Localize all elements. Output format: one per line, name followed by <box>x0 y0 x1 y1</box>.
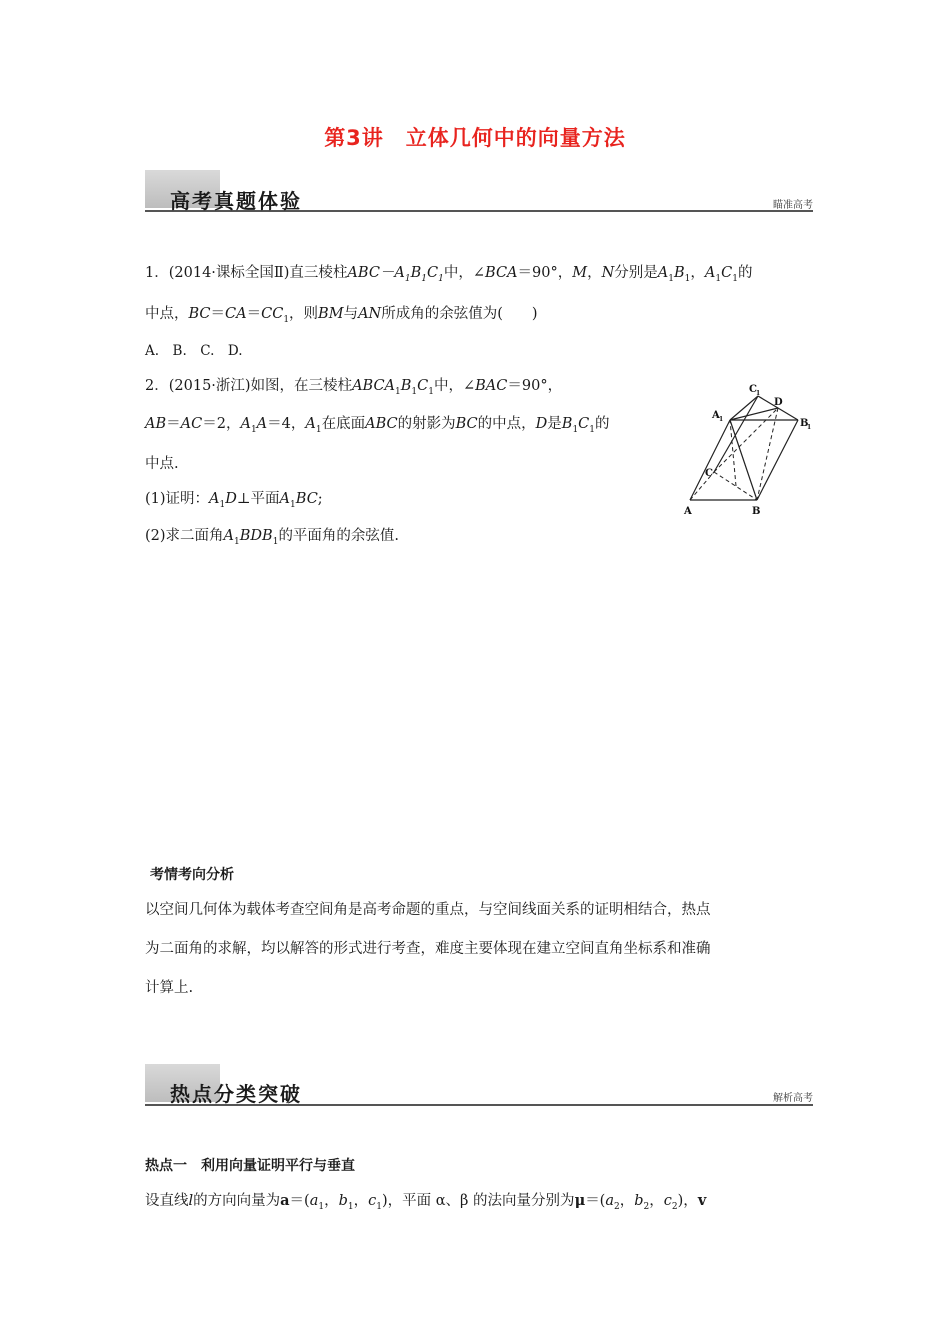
hot1-heading: 热点一 利用向量证明平行与垂直 <box>145 1158 355 1174</box>
analysis-heading: 考情考向分析 <box>150 867 234 883</box>
section-title-2: 热点分类突破 <box>170 1082 302 1106</box>
svg-text:1: 1 <box>756 390 761 397</box>
label-D: D <box>774 397 783 408</box>
label-C1: C <box>749 384 757 395</box>
q1-line1: 1．(2014·课标全国Ⅱ)直三棱柱$ABC-A_1B_1C_1$中，∠BCA＝90°，M，N分别是$A_1B_1$，$A_1C_1$的 <box>145 265 753 284</box>
label-A1: A <box>712 410 720 421</box>
q2-line1: 2．(2015·浙江)如图，在三棱柱$ABCA_1B_1C_1$中，∠BAC＝90°， <box>145 378 563 397</box>
svg-text:1: 1 <box>807 424 812 431</box>
edge-BB1 <box>757 420 798 500</box>
q1-line2: 中点，$BC=CA=CC_1$，则BM与AN所成角的余弦值为( ) <box>145 306 538 325</box>
q1-options: A. B. C. D. <box>145 343 243 359</box>
q2-line2: AB＝AC＝2，$A_1A=4$，$A_1$在底面ABC的射影为BC的中点，D是$B_1C_1$的 <box>145 416 610 435</box>
label-A: A <box>684 506 692 517</box>
label-C: C <box>705 468 713 479</box>
svg-text:1: 1 <box>719 416 724 423</box>
analysis-line1: 以空间几何体为载体考查空间角是高考命题的重点，与空间线面关系的证明相结合，热点 <box>145 902 711 918</box>
edge-C1C <box>714 396 758 472</box>
section-tag-1: 瞄准高考 <box>773 200 813 211</box>
q2-line3: 中点. <box>145 456 179 472</box>
prism-figure <box>670 380 820 520</box>
page-title: 第3讲 立体几何中的向量方法 <box>324 126 626 150</box>
edge-DB-hidden <box>757 408 778 500</box>
edge-AA1 <box>690 420 730 500</box>
analysis-line3: 计算上. <box>145 980 194 996</box>
analysis-line2: 为二面角的求解，均以解答的形式进行考查，难度主要体现在建立空间直角坐标系和准确 <box>145 941 711 957</box>
q2-part1: (1)证明：$A_1D\perp$平面$A_1BC$; <box>145 491 323 510</box>
hot1-line1: 设直线l的方向向量为$a=(a_1$，$b_1$，$c_1$)，平面 α、β 的法向量分别为$\mu=(a_2$，$b_2$，$c_2$)，v <box>145 1192 707 1212</box>
q2-part2: (2)求二面角$A_1BDB_1$的平面角的余弦值. <box>145 528 400 547</box>
section-title-1: 高考真题体验 <box>170 189 302 213</box>
label-B: B <box>752 506 761 517</box>
edge-A1B <box>730 420 757 500</box>
section-tag-2: 解析高考 <box>773 1093 813 1104</box>
label-B1: B <box>800 418 809 429</box>
